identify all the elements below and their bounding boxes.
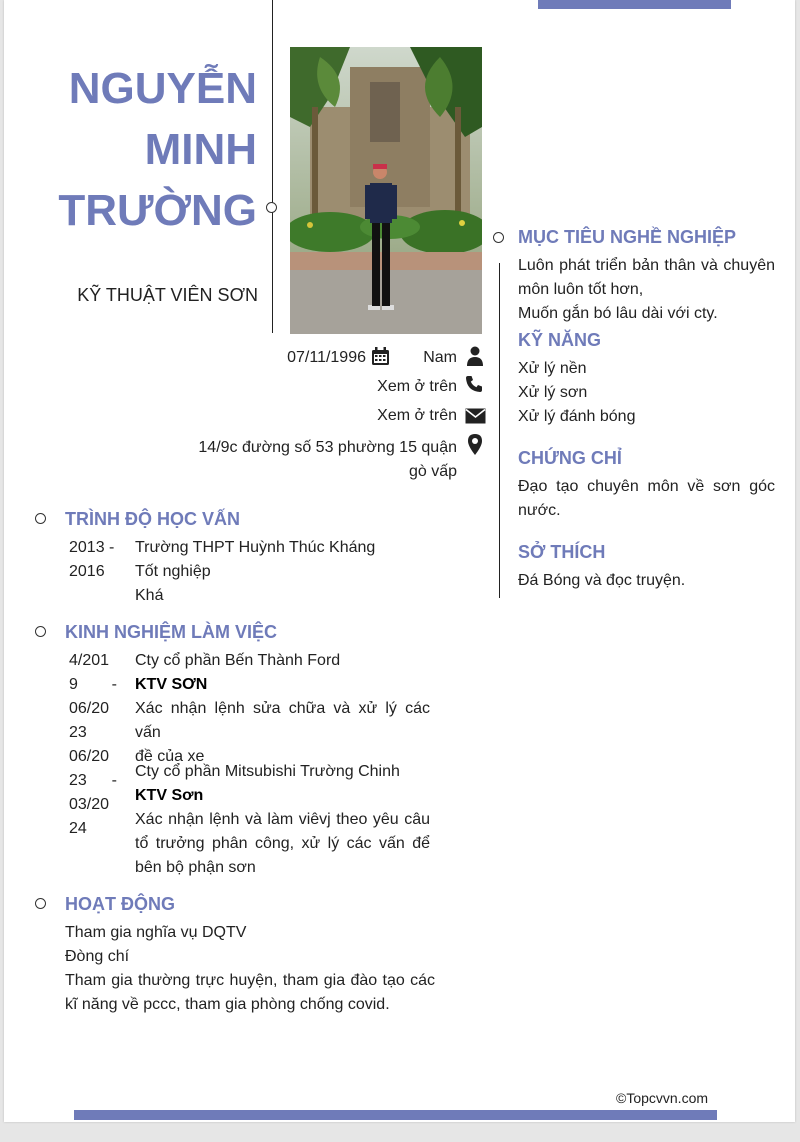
activities-section-title: HOẠT ĐỘNG	[65, 894, 175, 914]
address-line-1: 14/9c đường số 53 phường 15 quận	[198, 439, 457, 456]
education-period-end: 2016	[69, 563, 105, 580]
birthday-value: 07/11/1996	[287, 349, 366, 366]
header-divider-line	[272, 0, 273, 333]
objective-line: Luôn phát triển bản thân và chuyên	[518, 257, 775, 274]
phone-icon	[465, 375, 483, 393]
job-title: KỸ THUẬT VIÊN SƠN	[77, 285, 258, 305]
education-timeline-dot	[35, 513, 46, 524]
header-timeline-dot	[266, 202, 277, 213]
job-1-position: KTV SƠN	[135, 676, 208, 693]
location-pin-icon	[468, 434, 482, 455]
objective-line: Muốn gắn bó lâu dài với cty.	[518, 305, 718, 322]
user-icon	[466, 346, 484, 366]
activities-line: kĩ năng về pccc, tham gia phòng chống covid.	[65, 996, 390, 1013]
skill-item: Xử lý nền	[518, 360, 587, 377]
job-1-date-line: 4/201	[69, 652, 110, 669]
skills-list	[518, 357, 775, 429]
top-accent-bar	[538, 0, 731, 9]
education-school: Trường THPT Huỳnh Thúc Kháng	[135, 539, 376, 556]
objective-line: môn luôn tốt hơn,	[518, 281, 644, 298]
job-1-date-line: 9 -	[69, 676, 117, 693]
job-1-date-line: 23	[69, 724, 87, 741]
job-2-date-line: 06/20	[69, 748, 110, 765]
profile-photo	[290, 47, 482, 334]
experience-timeline-dot	[35, 626, 46, 637]
job-1-company: Cty cổ phần Bến Thành Ford	[135, 652, 341, 669]
name-line-3: TRƯỜNG	[58, 186, 257, 235]
objective-section-title: MỤC TIÊU NGHỀ NGHIỆP	[518, 227, 737, 247]
bottom-accent-bar	[74, 1110, 717, 1120]
job-2-company: Cty cổ phần Mitsubishi Trường Chinh	[135, 763, 400, 780]
envelope-icon	[465, 408, 486, 424]
job-1-desc-line-2: đề của xe	[135, 748, 205, 765]
activities-line: Tham gia thường trực huyện, tham gia đào tạo các	[65, 972, 435, 989]
education-section-title: TRÌNH ĐỘ HỌC VẤN	[65, 509, 240, 529]
job-2-desc-line-1: Xác nhận lệnh và làm viêvj theo yêu câu	[135, 811, 430, 828]
activities-line: Đòng chí	[65, 948, 130, 965]
certificate-line: Đạo tạo chuyên môn về sơn góc	[518, 478, 775, 495]
activities-content	[65, 921, 435, 1017]
education-details	[135, 536, 435, 608]
job-2-details	[135, 760, 430, 880]
job-1-desc-line-1: Xác nhận lệnh sửa chữa và xử lý các vấn	[135, 700, 430, 741]
right-column-line	[499, 263, 500, 598]
job-2-date-line: 03/20	[69, 796, 110, 813]
job-1-period	[69, 649, 117, 745]
experience-section-title: KINH NGHIỆM LÀM VIỆC	[65, 622, 278, 642]
job-2-period	[69, 745, 117, 841]
education-period-start: 2013 -	[69, 539, 115, 556]
certificates-content	[518, 475, 775, 523]
address-line-2: gò vấp	[408, 463, 457, 480]
activities-line: Tham gia nghĩa vụ DQTV	[65, 924, 247, 941]
skill-item: Xử lý đánh bóng	[518, 408, 636, 425]
gender-value: Nam	[423, 349, 457, 366]
hobbies-content: Đá Bóng và đọc truyện.	[518, 572, 686, 589]
job-2-date-line: 24	[69, 820, 87, 837]
copyright-text: ©Topcvvn.com	[616, 1090, 709, 1106]
candidate-name	[4, 58, 257, 241]
hobbies-section-title: SỞ THÍCH	[518, 542, 606, 562]
objective-content	[518, 254, 775, 326]
activities-timeline-dot	[35, 898, 46, 909]
calendar-icon	[371, 347, 390, 366]
job-2-desc-line-3: bên bộ phận sơn	[135, 859, 256, 876]
email-value: Xem ở trên	[377, 407, 457, 424]
name-line-2: MINH	[144, 125, 257, 174]
job-2-position: KTV Sơn	[135, 787, 204, 804]
objective-timeline-dot	[493, 232, 504, 243]
education-period	[69, 536, 117, 584]
cv-page	[4, 0, 795, 1122]
job-2-desc-line-2: tổ trưởng phân công, xử lý các vấn để	[135, 835, 430, 852]
job-1-date-line: 06/20	[69, 700, 110, 717]
job-2-date-line: 23 -	[69, 772, 117, 789]
skill-item: Xử lý sơn	[518, 384, 588, 401]
education-status: Tốt nghiệp	[135, 563, 211, 580]
address-value	[164, 436, 457, 484]
phone-value: Xem ở trên	[377, 378, 457, 395]
job-1-details	[135, 649, 430, 769]
education-grade: Khá	[135, 587, 164, 604]
certificate-line: nước.	[518, 502, 561, 519]
certificates-section-title: CHỨNG CHỈ	[518, 448, 622, 468]
skills-section-title: KỸ NĂNG	[518, 330, 602, 350]
name-line-1: NGUYỄN	[68, 64, 257, 113]
